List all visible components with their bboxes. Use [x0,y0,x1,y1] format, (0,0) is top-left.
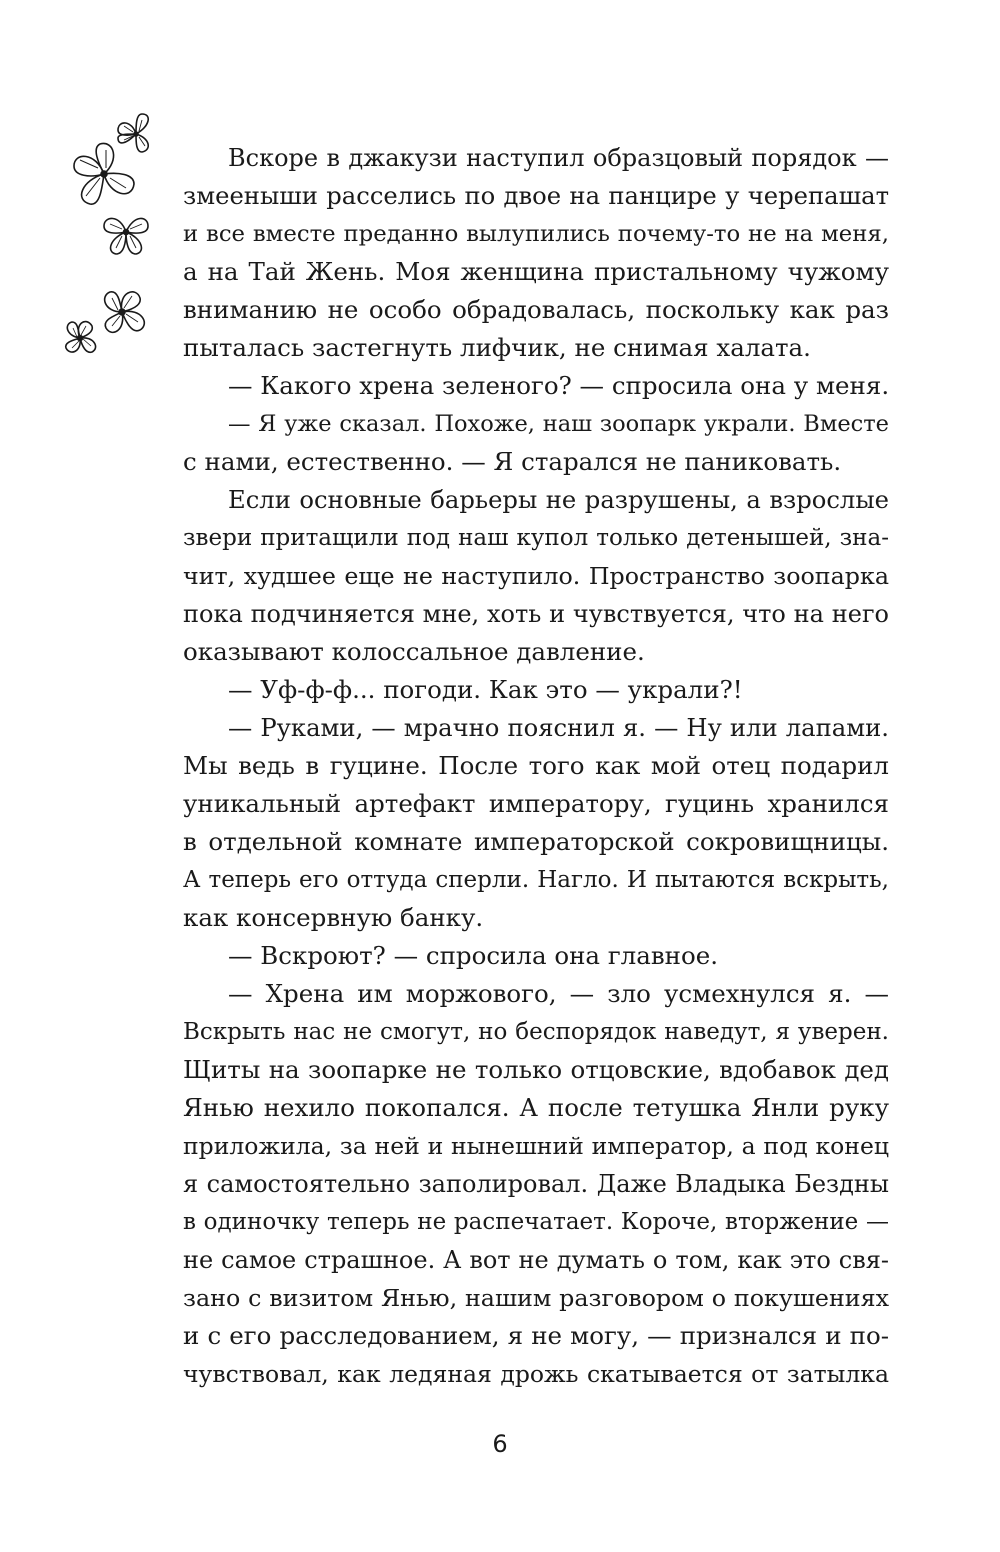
text-line: приложила, за ней и нынешний император, а под конец [183,1132,889,1160]
text-line: — Руками, — мрачно пояснил я. — Ну или лапами. [228,713,889,742]
text-line: оказывают колоссальное давление. [183,637,645,666]
text-line: Вскрыть нас не смогут, но беспорядок наведут, я уверен. [183,1019,889,1045]
text-line: — Какого хрена зеленого? — спросила она у меня. [228,371,890,400]
text-line: — Уф-ф-ф... погоди. Как это — украли?! [228,675,743,704]
text-line: Если основные барьеры не разрушены, а взрослые [228,485,889,514]
page-number: 6 [492,1430,508,1458]
body-text [183,139,889,1393]
text-line: Вскоре в джакузи наступил образцовый порядок — [228,144,889,172]
text-line: как консервную банку. [183,903,484,932]
flower-bottom-left-icon [66,322,96,353]
text-line: и все вместе преданно вылупились почему-то не на меня, [183,221,889,247]
text-line: а на Тай Жень. Моя женщина пристальному чужому [183,257,889,286]
text-line: — Хрена им моржового, — зло усмехнулся я. — [228,979,889,1008]
text-line: не самое страшное. А вот не думать о том, как это свя- [183,1246,889,1274]
text-line: вниманию не особо обрадовалась, поскольку как раз [183,295,889,324]
text-line: уникальный артефакт императору, гуцинь хранился [183,789,889,818]
text-line: А теперь его оттуда сперли. Нагло. И пытаются вскрыть, [183,867,889,893]
flower-large-top-icon [74,143,134,204]
floral-ornament-icon [58,112,178,372]
text-line: я самостоятельно заполировал. Даже Владыка Бездны [183,1170,889,1198]
text-line: и с его расследованием, я не могу, — признался и по- [183,1321,889,1350]
text-line: чувствовал, как ледяная дрожь скатывается от затылка [183,1360,889,1388]
flower-middle-icon [104,218,148,254]
text-line: пока подчиняется мне, хоть и чувствуется, что на него [183,600,889,628]
text-line: змееныши расселись по двое на панцире у черепашат [183,181,889,210]
flower-small-top-icon [118,114,148,152]
text-line: звери притащили под наш купол только детенышей, зна- [183,525,889,551]
text-line: Янью нехило покопался. А после тетушка Янли руку [183,1093,889,1122]
text-line: в отдельной комнате императорской сокровищницы. [183,827,889,856]
text-line: — Я уже сказал. Похоже, наш зоопарк украли. Вместе [228,411,889,437]
flower-bottom-right-icon [105,292,145,333]
text-line: чит, худшее еще не наступило. Пространство зоопарка [183,562,889,590]
text-line: Мы ведь в гуцине. После того как мой отец подарил [183,751,889,780]
text-line: с нами, естественно. — Я старался не паниковать. [183,447,842,476]
text-line: пыталась застегнуть лифчик, не снимая халата. [183,333,811,362]
text-line: — Вскроют? — спросила она главное. [228,941,718,970]
text-line: Щиты на зоопарке не только отцовские, вдобавок дед [183,1055,889,1084]
text-line: в одиночку теперь не распечатает. Короче, вторжение — [183,1209,889,1235]
text-line: зано с визитом Янью, нашим разговором о покушениях [183,1284,889,1312]
